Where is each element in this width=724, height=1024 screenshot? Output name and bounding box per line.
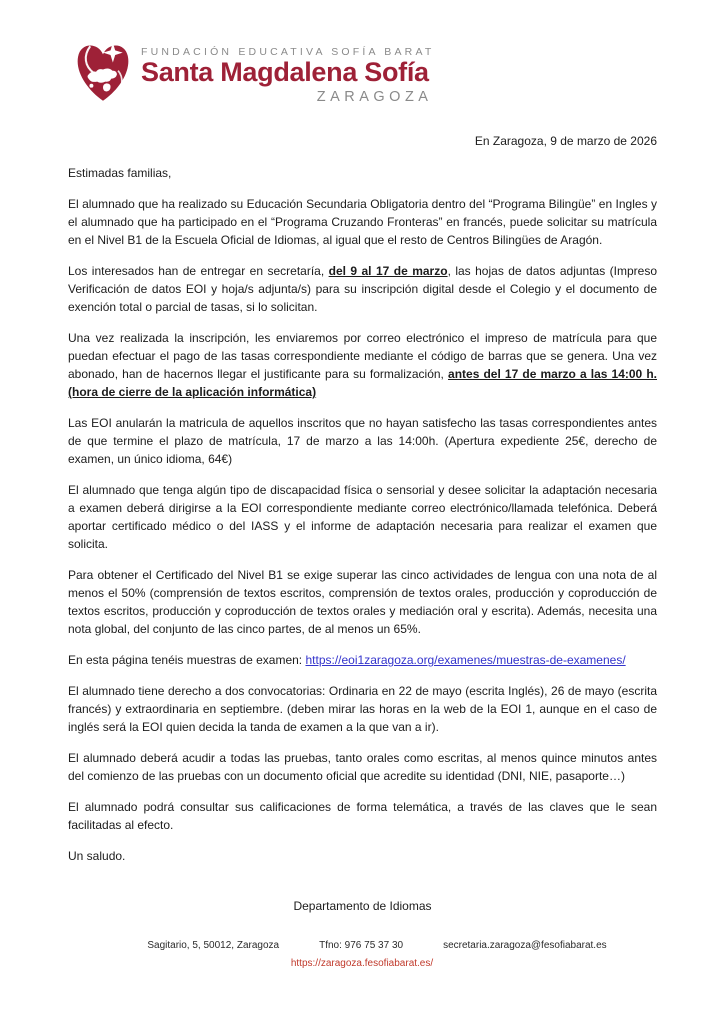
text-run: , las hojas de datos adjuntas (Impreso Verificación de datos EOI y hoja/s adjunta/s) para su inscripción digital desde el Colegio y el documento de exención total o parcial de tasas, si lo solicitan. <box>68 264 658 314</box>
paragraph <box>68 847 657 865</box>
greeting: Estimadas familias, <box>68 166 172 180</box>
text-run: El alumnado tiene derecho a dos convocatorias: Ordinaria en 22 de mayo (escrita Inglés), 26 de mayo (escrita francés) y extraordinaria en septiembre. (deben mirar las horas en la web de la EOI 1, aunque en el caso de inglés será la EOI quien decida la tanda de examen a la que van a ir). <box>68 684 657 734</box>
signature: Departamento de Idiomas <box>293 899 432 913</box>
inline-link[interactable]: https://eoi1zaragoza.org/examenes/muestras-de-examenes/ <box>305 653 626 667</box>
page-footer <box>0 938 724 972</box>
emphasized-text: antes del 17 de marzo a las 14:00 h. (hora de cierre de la aplicación informática) <box>68 367 658 399</box>
paragraph <box>68 329 657 401</box>
letter-body <box>68 132 657 927</box>
school-city: ZARAGOZA <box>316 88 433 105</box>
text-run: El alumnado deberá acudir a todas las pruebas, tanto orales como escritas, al menos quince minutos antes del comienzo de las pruebas con un documento oficial que acredite su identidad (DNI, NIE, pasaporte…) <box>68 751 657 783</box>
footer-email: secretaria.zaragoza@fesofiabarat.es <box>443 940 607 951</box>
footer-contact-line <box>0 938 724 954</box>
emphasized-text: del 9 al 17 de marzo <box>328 264 448 278</box>
paragraph <box>68 481 657 553</box>
text-run: Para obtener el Certificado del Nivel B1 se exige superar las cinco actividades de lengua con una nota de al menos el 50% (comprensión de textos escritos, comprensión de textos orales, producción y coproducción de textos escritos, producción y coproducción de textos orales y mediación oral y escrita). Además, necesita una nota global, del conjunto de las cinco partes, de al menos un 65%. <box>68 568 657 636</box>
paragraph <box>68 262 657 316</box>
text-run: El alumnado que ha realizado su Educación Secundaria Obligatoria dentro del “Programa Bilingüe” en Ingles y el alumnado que ha participado en el “Programa Cruzando Fronteras” en francés, puede solicitar su matrícula en el Nivel B1 de la Escuela Oficial de Idiomas, al igual que el resto de Centros Bilingües de Aragón. <box>68 197 657 247</box>
paragraph <box>68 682 657 736</box>
paragraph <box>68 195 657 249</box>
footer-address: Sagitario, 5, 50012, Zaragoza <box>147 940 280 951</box>
footer-phone: Tfno: 976 75 37 30 <box>319 940 404 951</box>
paragraph <box>68 651 657 669</box>
text-run: Los interesados han de entregar en secretaría, <box>68 264 329 278</box>
footer-website-line <box>0 956 724 972</box>
school-logo <box>74 38 434 116</box>
text-run: Las EOI anularán la matricula de aquellos inscritos que no hayan satisfecho las tasas correspondientes antes de que termine el plazo de matrícula, 17 de marzo a las 14:00h. (Apertura expediente 25€, derecho de examen, un único idioma, 64€) <box>68 416 657 466</box>
paragraph <box>68 414 657 468</box>
text-run: Una vez realizada la inscripción, les enviaremos por correo electrónico el impreso de matrícula para que puedan efectuar el pago de las tasas correspondiente mediante el código de barras que se genera. Una vez abonado, han de hacernos llegar el justificante para su formalización, <box>68 331 657 381</box>
text-run: El alumnado que tenga algún tipo de discapacidad física o sensorial y desee solicitar la adaptación necesaria a examen deberá dirigirse a la EOI correspondiente mediante correo electrónico/llamada telefónica. Deberá aportar certificado médico o del IASS y el informe de adaptación necesaria para realizar el examen que solicita. <box>68 483 657 551</box>
footer-website-link[interactable]: https://zaragoza.fesofiabarat.es/ <box>290 958 434 969</box>
logo-text <box>141 38 434 105</box>
heart-globe-star-icon <box>74 38 132 116</box>
paragraph <box>68 566 657 638</box>
text-run: En esta página tenéis muestras de examen: <box>68 653 306 667</box>
paragraphs-container <box>68 195 657 865</box>
school-name: Santa Magdalena Sofía <box>141 57 429 87</box>
text-run: El alumnado podrá consultar sus calificaciones de forma telemática, a través de las claves que le sean facilitadas al efecto. <box>68 800 657 832</box>
paragraph <box>68 749 657 785</box>
text-run: Un saludo. <box>68 849 126 863</box>
foundation-name: FUNDACIÓN EDUCATIVA SOFÍA BARAT <box>141 46 435 58</box>
paragraph <box>68 798 657 834</box>
date-line: En Zaragoza, 9 de marzo de 2026 <box>474 134 657 148</box>
